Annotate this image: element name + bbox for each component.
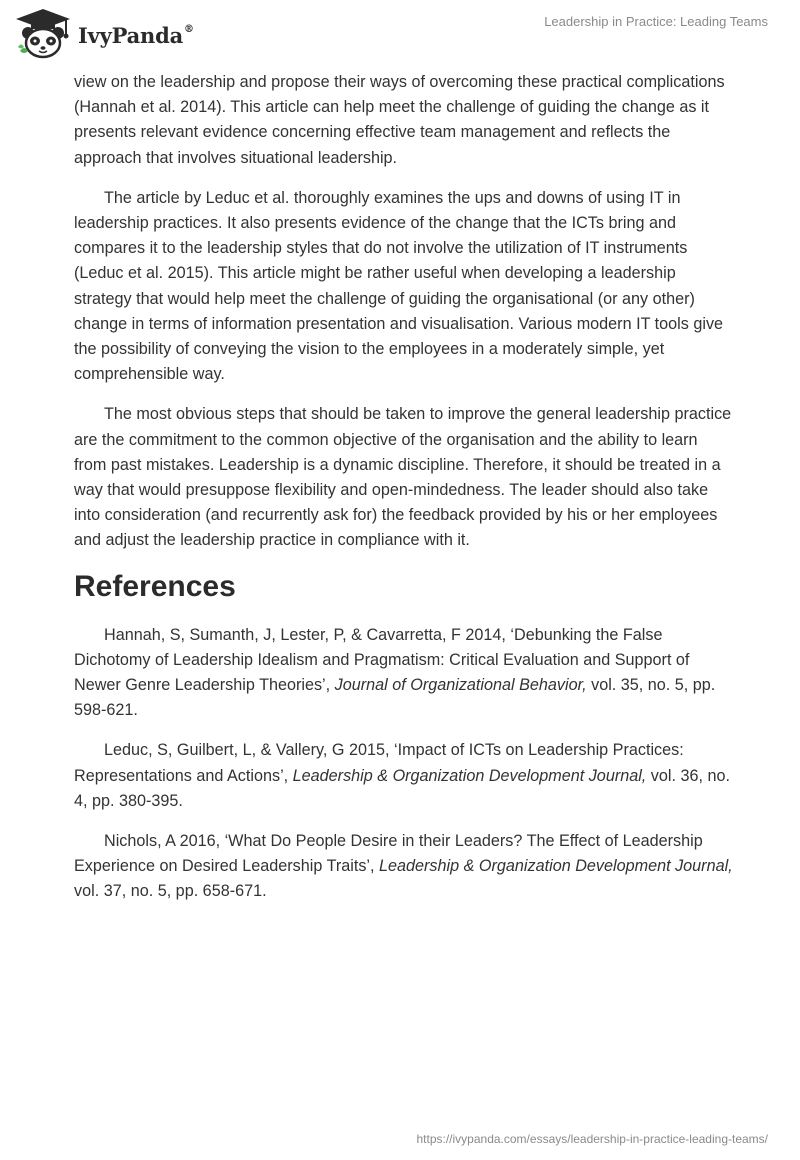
essay-paragraph: The article by Leduc et al. thoroughly examines the ups and downs of using IT in leadership practices. It also presents evidence of the change that the ICTs bring and compares it to the leadership styles that do not involve the utilization of IT instruments (Leduc et al. 2015). This article might be rather useful when developing a leadership strategy that would help meet the challenge of guiding the organisational (or any other) change in terms of information presentation and visualisation. Various modern IT tools give the possibility of conveying the vision to the employees in a moderately simple, yet comprehensible way. xyxy=(74,188,724,384)
page-url[interactable]: https://ivypanda.com/essays/leadership-in-practice-leading-teams/ xyxy=(416,1132,768,1146)
document-title: Leadership in Practice: Leading Teams xyxy=(544,14,768,29)
journal-title: Leadership & Organization Development Journal, xyxy=(379,857,733,876)
brand-name: IvyPanda® xyxy=(78,22,194,48)
essay-paragraph: The most obvious steps that should be taken to improve the general leadership practice are the commitment to the common objective of the organisation and the ability to learn from past mistakes. Leadership is a dynamic discipline. Therefore, it should be treated in a way that would presuppose flexibility and open-mindedness. The leader should also take into consideration (and recurrently ask for) the feedback provided by his or her employees and adjust the leadership practice in compliance with it. xyxy=(74,405,732,550)
essay-content xyxy=(74,70,734,920)
reference-entry: Leduc, S, Guilbert, L, & Vallery, G 2015, ‘Impact of ICTs on Leadership Practices: Representations and Actions’, Leadership & Organization Development Journal, vol. 36, no. 4, pp. 380-395. xyxy=(74,741,731,810)
panda-graduate-icon xyxy=(14,7,72,59)
essay-paragraph: view on the leadership and propose their ways of overcoming these practical complications (Hannah et al. 2014). This article can help meet the challenge of guiding the change as it presents relevant evidence concerning effective team management and reflects the approach that involves situational leadership. xyxy=(74,73,725,167)
journal-title: Leadership & Organization Development Journal, xyxy=(292,766,647,785)
journal-title: Journal of Organizational Behavior, xyxy=(334,676,587,695)
reference-entry: Hannah, S, Sumanth, J, Lester, P, & Cavarretta, F 2014, ‘Debunking the False Dichotomy of Leadership Idealism and Pragmatism: Critical Evaluation and Support of Newer Genre Leadership Theories’, Journal of Organizational Behavior, vol. 35, no. 5, pp. 598-621. xyxy=(74,625,716,720)
ivypanda-logo[interactable] xyxy=(14,7,194,59)
references-heading: References xyxy=(74,569,236,603)
reference-entry: Nichols, A 2016, ‘What Do People Desire in their Leaders? The Effect of Leadership Experience on Desired Leadership Traits’, Leadership & Organization Development Journal, vol. 37, no. 5, pp. 658-671. xyxy=(74,832,733,901)
page-header xyxy=(0,0,800,70)
